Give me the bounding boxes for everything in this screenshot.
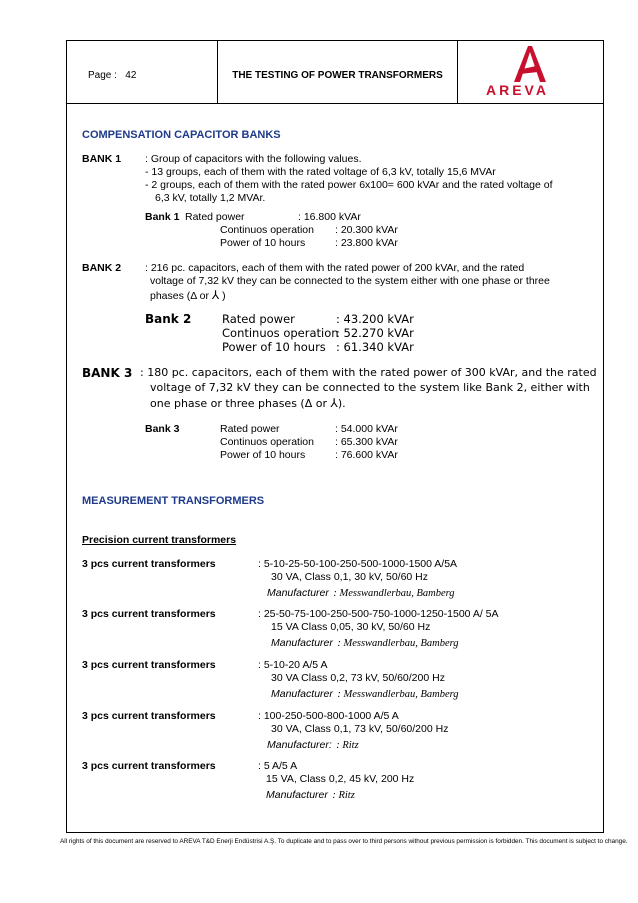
star-symbol: ⅄ (211, 288, 220, 302)
manufacturer-label: Manufacturer (267, 587, 329, 599)
bank3-continuous-value: : 65.300 kVAr (335, 436, 398, 448)
bank2-line3 (150, 288, 226, 302)
ct-item-spec: 30 VA, Class 0,1, 73 kV, 50/60/200 Hz (271, 723, 449, 735)
bank1-line2: - 2 groups, each of them with the rated power 6x100= 600 kVAr and the rated voltage of (145, 179, 553, 191)
logo-text: AREVA (486, 82, 549, 98)
ct-item-manufacturer (267, 735, 359, 753)
bank1-rated-power-label: Rated power (185, 211, 245, 223)
delta-symbol: Δ (304, 397, 313, 410)
bank1-intro: : Group of capacitors with the following values. (145, 153, 362, 165)
ct-item-manufacturer (271, 684, 459, 702)
ct-item-manufacturer (267, 583, 455, 601)
ct-item-ratio: : 5-10-25-50-100-250-500-1000-1500 A/5A (258, 558, 458, 570)
bank2-rated-power-label: Rated power (222, 312, 295, 326)
bank1-sub-label: Bank 1 (145, 211, 180, 223)
bank3-line1: : 180 pc. capacitors, each of them with the rated power of 300 kVAr, and the rated (140, 366, 597, 379)
bank3-line2: voltage of 7,32 kV they can be connected to the system like Bank 2, either with (150, 381, 590, 394)
measurement-heading: MEASUREMENT TRANSFORMERS (82, 495, 265, 507)
manufacturer-value: : Ritz (336, 740, 359, 751)
closing-paren: ) (219, 290, 226, 302)
or-text: or (196, 290, 212, 302)
bank2-continuous-label: Continuos operation (222, 326, 339, 340)
bank3-phases-text: one phase or three phases ( (150, 397, 305, 410)
bank1-ten-hours-value: : 23.800 kVAr (335, 237, 398, 249)
compensation-heading: COMPENSATION CAPACITOR BANKS (82, 129, 281, 141)
ct-item-label: 3 pcs current transformers (82, 608, 216, 620)
document-header (66, 40, 604, 104)
ct-item-spec: 15 VA Class 0,05, 30 kV, 50/60 Hz (271, 621, 431, 633)
page-number: 42 (125, 70, 137, 81)
bank2-ten-hours-label: Power of 10 hours (222, 340, 326, 354)
ct-item-spec: 30 VA, Class 0,1, 30 kV, 50/60 Hz (271, 571, 429, 583)
document-title: THE TESTING OF POWER TRANSFORMERS (218, 40, 458, 103)
bank3-sub-label: Bank 3 (145, 423, 180, 435)
bank3-rated-power-value: : 54.000 kVAr (335, 423, 398, 435)
manufacturer-value: : Messwandlerbau, Bamberg (337, 638, 459, 649)
bank2-rated-power-value: : 43.200 kVAr (336, 312, 414, 326)
bank1-label: BANK 1 (82, 153, 122, 165)
bank2-continuous-value: : 52.270 kVAr (336, 326, 414, 340)
page-label: Page : (88, 70, 117, 81)
bank2-phases-text: phases ( (150, 290, 191, 302)
bank1-continuous-value: : 20.300 kVAr (335, 224, 398, 236)
manufacturer-value: : Ritz (332, 790, 355, 801)
bank1-ten-hours-label: Power of 10 hours (220, 237, 306, 249)
bank1-rated-power-value: : 16.800 kVAr (298, 211, 361, 223)
bank1-line3: 6,3 kV, totally 1,2 MVAr. (155, 192, 266, 204)
bank1-line1: - 13 groups, each of them with the rated voltage of 6,3 kV, totally 15,6 MVAr (145, 166, 496, 178)
areva-logo-icon (470, 44, 590, 84)
ct-item-label: 3 pcs current transformers (82, 558, 216, 570)
bank1-continuous-label: Continuos operation (220, 224, 314, 236)
ct-item-ratio: : 25-50-75-100-250-500-750-1000-1250-1500 A/ 5A (258, 608, 499, 620)
ct-item-spec: 30 VA Class 0,2, 73 kV, 50/60/200 Hz (271, 672, 445, 684)
bank2-line1: : 216 pc. capacitors, each of them with the rated power of 200 kVAr, and the rated (145, 262, 525, 274)
areva-logo (470, 44, 590, 100)
bank2-line2: voltage of 7,32 kV they can be connected to the system either with one phase or three (150, 275, 550, 287)
ct-item-label: 3 pcs current transformers (82, 659, 216, 671)
ct-item-label: 3 pcs current transformers (82, 710, 216, 722)
manufacturer-label: Manufacturer (266, 789, 328, 801)
bank3-label: BANK 3 (82, 366, 133, 380)
manufacturer-label: Manufacturer (271, 637, 333, 649)
manufacturer-value: : Messwandlerbau, Bamberg (337, 689, 459, 700)
manufacturer-value: : Messwandlerbau, Bamberg (333, 588, 455, 599)
ct-item-manufacturer (266, 785, 355, 803)
closing-text: ). (337, 397, 346, 410)
manufacturer-label: Manufacturer: (267, 739, 332, 751)
ct-item-label: 3 pcs current transformers (82, 760, 216, 772)
ct-item-ratio: : 100-250-500-800-1000 A/5 A (258, 710, 399, 722)
bank2-ten-hours-value: : 61.340 kVAr (336, 340, 414, 354)
manufacturer-label: Manufacturer (271, 688, 333, 700)
copyright-footer: All rights of this document are reserved to AREVA T&D Enerji Endüstrisi A.Ş. To duplicate and to pass over to third persons without previous permission is forbidden. This document is subject to change. (60, 838, 628, 845)
ct-item-ratio: : 5 A/5 A (258, 760, 298, 772)
ct-item-manufacturer (271, 633, 459, 651)
ct-item-spec: 15 VA, Class 0,2, 45 kV, 200 Hz (266, 773, 415, 785)
delta-symbol: Δ (190, 290, 197, 302)
page-number-cell (66, 40, 218, 103)
precision-ct-subheading: Precision current transformers (82, 534, 237, 546)
bank3-line3 (150, 396, 346, 410)
bank2-sub-label: Bank 2 (145, 312, 192, 326)
ct-item-ratio: : 5-10-20 A/5 A (258, 659, 328, 671)
or-text: or (312, 397, 331, 410)
bank3-continuous-label: Continuos operation (220, 436, 314, 448)
bank3-ten-hours-label: Power of 10 hours (220, 449, 306, 461)
bank2-label: BANK 2 (82, 262, 122, 274)
bank3-ten-hours-value: : 76.600 kVAr (335, 449, 398, 461)
star-symbol: ⅄ (330, 396, 338, 410)
bank3-rated-power-label: Rated power (220, 423, 280, 435)
